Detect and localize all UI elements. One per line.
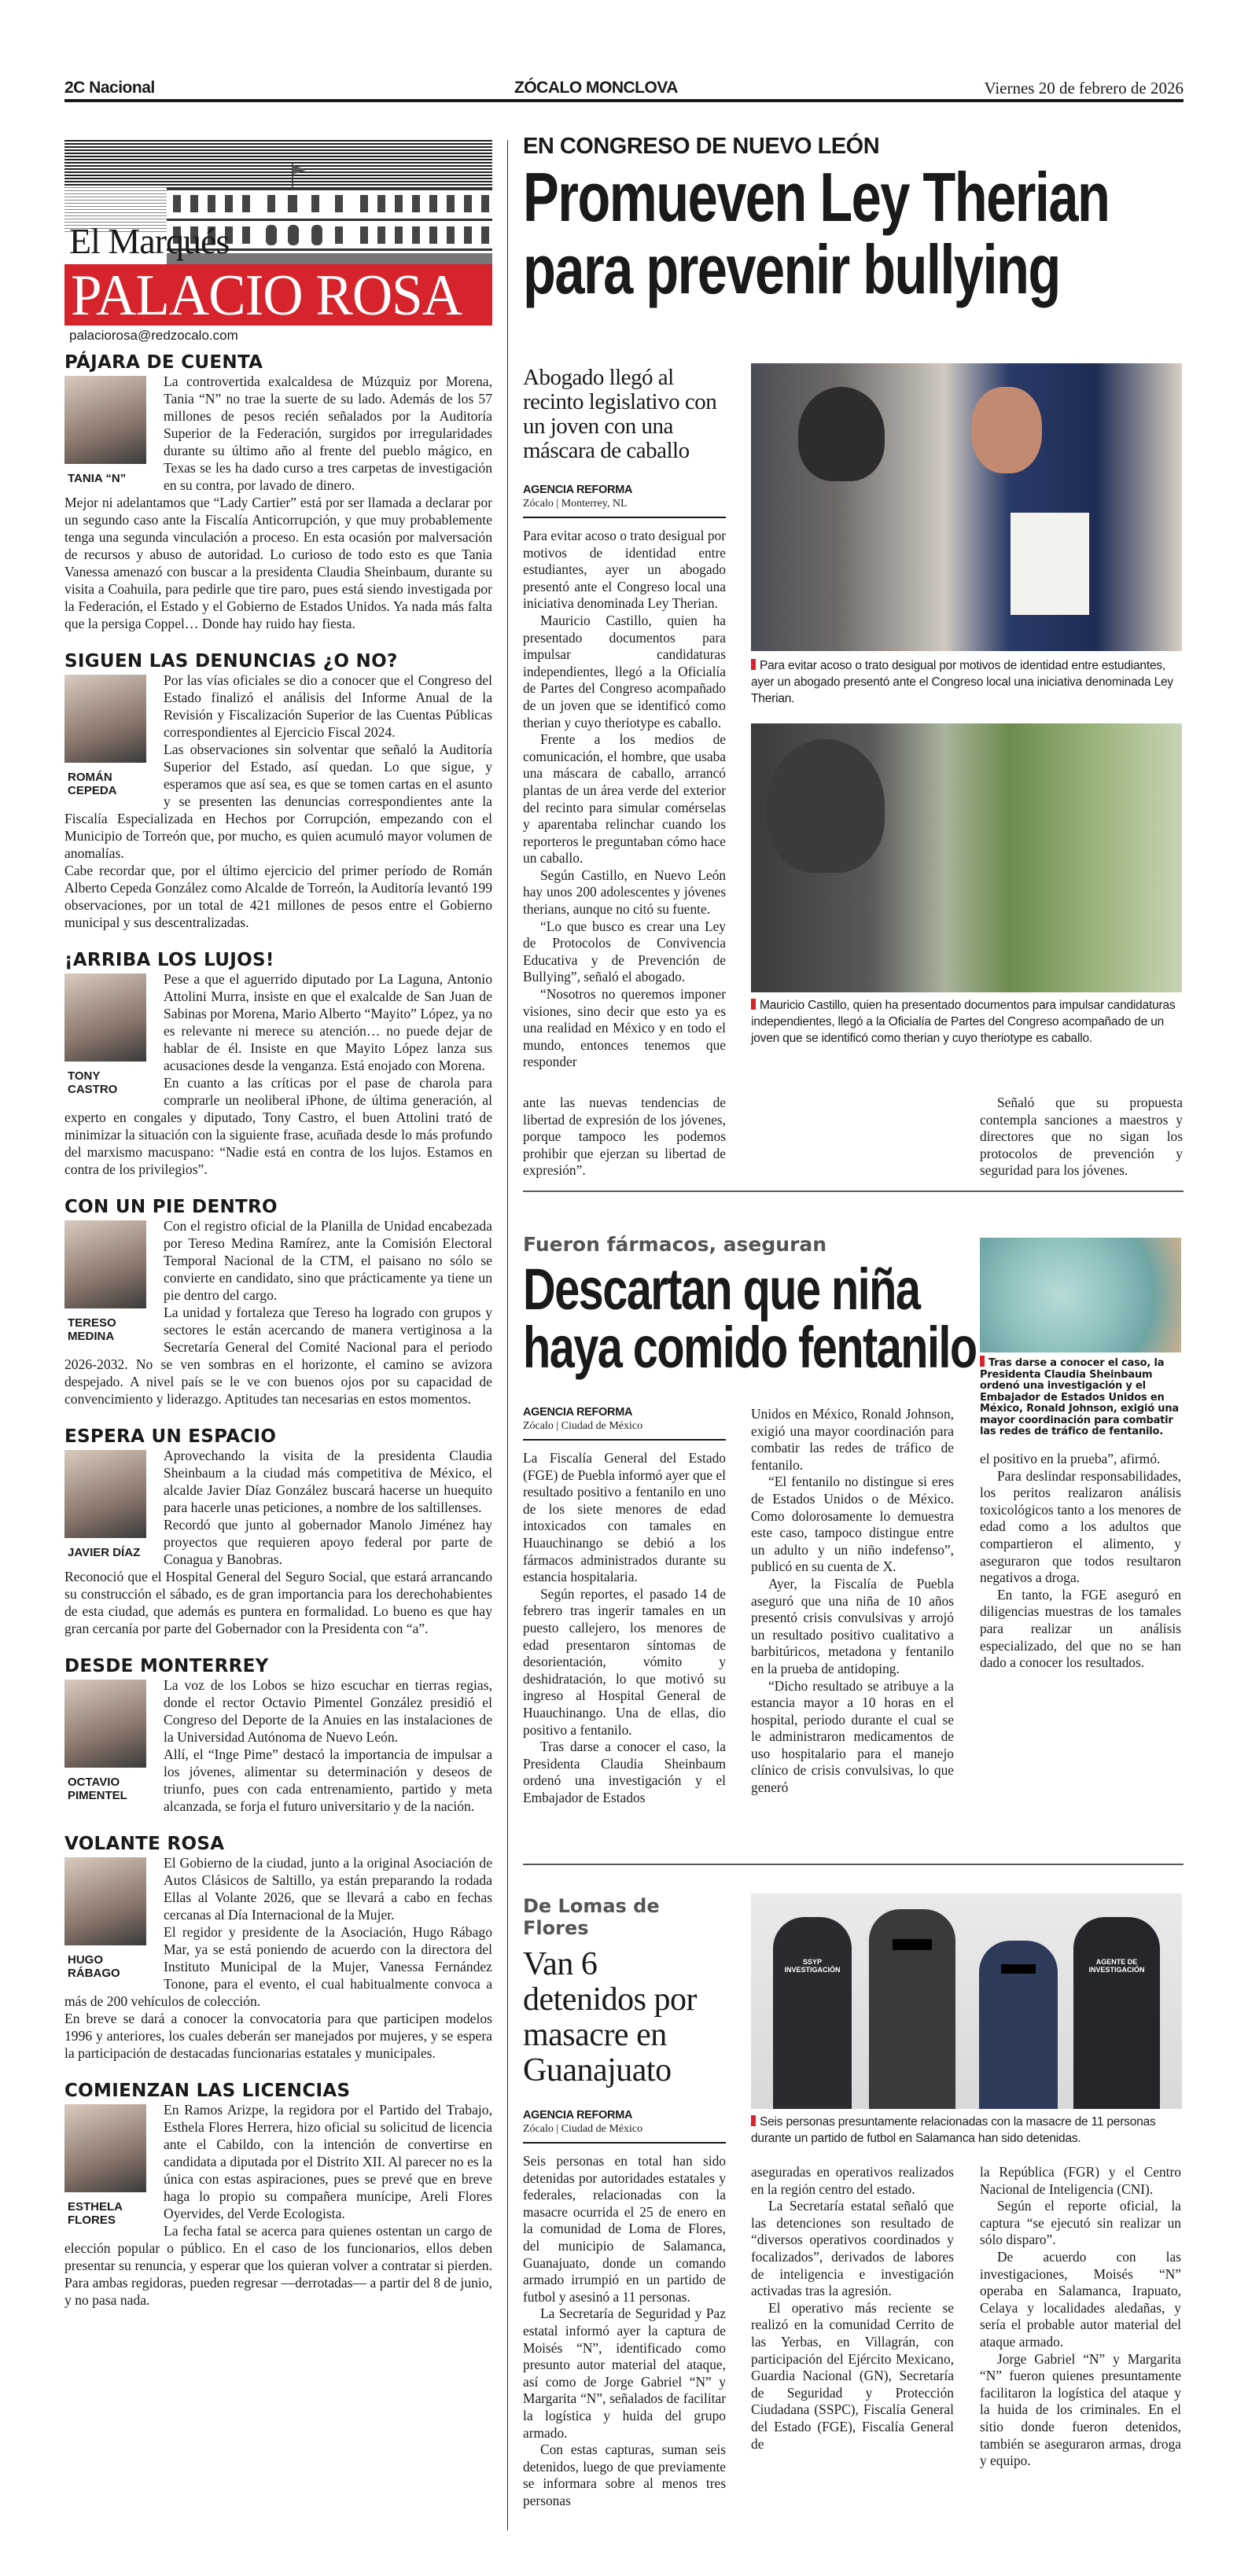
article-paragraph: La Secretaría de Seguridad y Paz estatal informó ayer la captura de Moisés “N”, identificado como presunto autor material del ataque, así como de Jorge Gabriel “N” y Margarita “N”, señalados de facilitar la logística y huida del grupo armado. [523,2306,726,2441]
article-paragraph: Frente a los medios de comunicación, el hombre, que usaba una máscara de caballo, arrancó plantas de un área verde del exterior del recinto para simular comérselas y aparentaba relinchar cuando los reporteros le preguntaban cómo hace un caballo. [523,731,726,867]
photo-caption-1: Para evitar acoso o trato desigual por motivos de identidad entre estudiantes, ayer un abogado presentó ante el Congreso local una iniciativa denominada Ley Therian. [751,659,1173,705]
article-paragraph: “Dicho resultado se atribuye a la estancia mayor a 10 horas en el hospital, periodo durante el cual se le administraron medicamentos de uso hospitalario para el manejo clínico de crisis convulsivas, lo que generó [751,1677,954,1796]
article-paragraph: La Fiscalía General del Estado (FGE) de Puebla informó ayer que el resultado positivo a fentanilo en uno de los siete menores de edad intoxicados con tamales en Huauchinango se debió a los fármacos administrados durante su estancia hospitalaria. [523,1450,726,1585]
mugshot-caption: TONY CASTRO [68,1069,118,1096]
censor-bar [1001,1964,1036,1974]
article-paragraph: “Lo que busco es crear una Ley de Protocolos de Convivencia Educativa y de Prevención de Bullying”, señaló el abogado. [523,918,726,985]
mugshot-photo [64,376,146,464]
column-kicker: El Marqués [69,221,230,261]
column-item-heading: COMIENZAN LAS LICENCIAS [64,2081,351,2101]
article-paragraph: Ayer, la Fiscalía de Puebla aseguró que una niña de 10 años presentó crisis convulsivas y arrojó un resultado positivo cualitativo a barbitúricos, metadona y fentanilo en la prueba de antidoping. [751,1575,954,1676]
column-item-text-3: Reconoció que el Hospital General del Seguro Social, que estará arrancando su construcción el sábado, es de gran importancia para los derechohabientes de esta ciudad, que además es puntera en formalidad. Lo bueno es que hay gran cercanía por parte del Gobernador con la Presidenta con “a”. [64,1569,492,1636]
column-item-heading: VOLANTE ROSA [64,1834,225,1854]
column-item [64,1656,492,1815]
article-fentanilo-col-1 [523,1406,726,1806]
column-divider [507,140,508,2530]
article-paragraph: el positivo en la prueba”, afirmó. [980,1451,1161,1466]
caption-marker [751,659,756,670]
palacio-rosa-column [64,134,492,2309]
mugshot-photo [64,1220,146,1308]
mugshot-photo [64,973,146,1062]
article-paragraph: Jorge Gabriel “N” y Margarita “N” fueron quienes presuntamente facilitaron la logística del ataque y la huida de los criminales. En el sitio donde fueron detenidos, también se aseguraron armas, droga y equipo. [980,2350,1181,2469]
column-item-heading: PÁJARA DE CUENTA [64,352,263,373]
article-masacre-col-2 [751,2164,954,2453]
article-paragraph: “Nosotros no queremos imponer visiones, sino decir que esto ya es una realidad en México y en todo el mundo, entonces tenemos que responder [523,986,726,1070]
photo-caption: Tras darse a conocer el caso, la Presidenta Claudia Sheinbaum ordenó una investigación y el Embajador de Estados Unidos en México, Ronald Johnson, exigió una mayor coordinación para combatir las redes de tráfico de fentanilo. [980,1357,1179,1437]
issue-date: Viernes 20 de febrero de 2026 [984,79,1184,98]
column-item-text-2: La fecha fatal se acerca para quienes ostentan un cargo de elección popular o público. En el caso de los funcionarios, ellos deben presentar su renuncia, y esperar que los quieran volver a contratar si pierden. Para ambas regidoras, pueden regresar —derrotadas— a partir del 8 de junio, y no pasa nada. [64,2223,492,2308]
column-item-text: Pese a que el aguerrido diputado por La Laguna, Antonio Attolini Murra, insiste en que el exalcalde de San Juan de Sabinas por Morena, Mario Alberto “Mayito” López, ya no es relevante ni merece su atención… no puede dejar de hablar de él. Insiste en que Mayito López lanza sus acusaciones desde la venganza. Está enojado con Morena. [164,971,492,1073]
column-item-text: La voz de los Lobos se hizo escuchar en tierras regias, donde el rector Octavio Pimentel González presidió el Congreso del Deporte de la Anuies en las instalaciones de la Universidad Autónoma de Nuevo León. [164,1677,492,1745]
column-item-text-2: La unidad y fortaleza que Tereso ha logrado con grupos y sectores le están acercando de manera vertiginosa a la Secretaría General del Comité Nacional para el periodo 2026-2032. No se ven sombras en el horizonte, el camino se avizora despejado. A nivel país se le ve con buenos ojos por su capacidad de convencimiento y liderazgo. Aptitudes tan necesarias en estos momentos. [64,1305,492,1407]
mugshot-photo [64,1857,146,1945]
article-body [523,528,726,1071]
mugshot-photo [64,675,146,763]
article-masacre [523,1895,726,2509]
article-headline: Van 6 detenidos por masacre en Guanajuato [523,1946,697,2088]
article-paragraph: “El fentanilo no distingue si eres de Estados Unidos o de México. Como dolorosamente lo demuestra este caso, tampoco distingue entre un adulto y un niño indefenso”, publicó en su cuenta de X. [751,1474,954,1575]
article-headline-line-2: haya comido fentanilo [523,1314,977,1380]
column-item-text: El Gobierno de la ciudad, junto a la original Asociación de Autos Clásicos de Saltillo, ya están preparando la rodada Ellas al Volante 2026, que se llevará a cabo en fechas cercanas al Día Internacional de la Mujer. [164,1855,492,1923]
article-paragraph: Según reportes, el pasado 14 de febrero tras ingerir tamales en un puesto callejero, los menores de edad presentaron síntomas de desorientación, vómito y deshidratación, lo que motivó su ingreso al Hospital General de Huauchinango. Una de ellas, dio positivo a fentanilo. [523,1585,726,1738]
column-item-text-2: Mejor ni adelantamos que “Lady Cartier” está por ser llamada a declarar por un segundo caso ante la Fiscalía Anticorrupción, y que muy probablemente tenga una segunda vinculación a proceso. En esta ocasión por malversación de recursos y abuso de autoridad. Lo curioso de todo esto es que Tania Vanessa amenazó con buscar a la presidenta Claudia Sheinbaum, durante su visita a Coahuila, para pedirle que tire paro, pues está siendo investigada por la Federación, el Estado y el Gobierno de Estados Unidos. Ya nada más falta que la persiga Coppel… Donde hay ruido hay fiesta. [64,495,492,631]
mugshot [64,2104,151,2227]
mugshot-caption: TERESO MEDINA [68,1316,116,1343]
article-agency: AGENCIA REFORMA [523,2109,633,2122]
article-agency: AGENCIA REFORMA [523,484,633,496]
column-item-text: Por las vías oficiales se dio a conocer que el Congreso del Estado finalizó el análisis del Informe Anual de la Revisión y Fiscalización Superior de las Cuentas Públicas correspondientes al Ejercicio Fiscal 2024. [164,672,492,740]
article-dateline: Zócalo | Ciudad de México [523,2123,726,2144]
article-headline-line-2: para prevenir bullying [523,230,1060,309]
column-item-heading: ¡ARRIBA LOS LUJOS! [64,950,274,970]
article-paragraph: la República (FGR) y el Centro Nacional de Inteligencia (CNI). [980,2164,1181,2197]
agent-figure: AGENTE DE INVESTIGACIÓN [1073,1917,1160,2109]
mugshot-photo [64,2104,146,2192]
horse-mask-icon [767,739,885,873]
column-banner [64,134,492,343]
article-kicker: De Lomas de Flores [523,1895,660,1939]
lawyer-face [971,387,1042,473]
column-item-text-2: Allí, el “Inge Pime” destacó la importancia de impulsar a los jóvenes, alimentar su determinación y deseos de triunfo, pues con cada entrenamiento, partido y meta alcanzada, se forja el futuro universitario y de la nación. [164,1746,492,1814]
column-item [64,352,492,632]
article-fentanilo-col-3 [980,1451,1181,1672]
column-email-link[interactable]: palaciorosa@redzocalo.com [69,328,238,343]
article-body-col-4: Señaló que su propuesta contempla sanciones a maestros y directores que no sigan los protocolos de prevención y seguridad para los jóvenes. [980,1095,1183,1179]
mugshot-caption: JAVIER DÍAZ [68,1546,141,1559]
mugshot [64,1857,151,1980]
article-paragraph: Tras darse a conocer el caso, la Presidenta Claudia Sheinbaum ordenó una investigación y el Embajador de Estados [523,1739,726,1805]
article-dateline: Zócalo | Ciudad de México [523,1420,726,1441]
column-item-text: En Ramos Arizpe, la regidora por el Partido del Trabajo, Esthela Flores Herrera, hizo oficial su solicitud de licencia ante el Cabildo, con la intención de convertirse en candidata a diputada por el Distrito XII. Al parecer no es la única con estas aspiraciones, pues se prevé que en breve haga lo propio su compañera munícipe, Areli Flores Oyervides, del Verde Ecologista. [164,2102,492,2221]
article-dateline: Zócalo | Monterrey, NL [523,498,726,518]
column-item [64,2081,492,2309]
article-paragraph: Unidos en México, Ronald Johnson, exigió una mayor coordinación para combatir las redes de tráfico de fentanilo. [751,1406,954,1473]
article-headline-line-1: Descartan que niña [523,1257,920,1322]
mugshot-caption: ESTHELA FLORES [68,2200,123,2227]
column-item-text-3: Cabe recordar que, por el último ejercicio del primer período de Román Alberto Cepeda González como Alcalde de Torreón, la Auditoría levantó 199 observaciones, por un total de 421 millones de pesos entre el Gobierno municipal y sus descentralizadas. [64,863,492,930]
column-item-text: La controvertida exalcaldesa de Múzquiz por Morena, Tania “N” no trae la suerte de su lado. Además de los 57 millones de pesos recién señalados por la Auditoría Superior de la Federación, surgidos por irregularidades durante su último año al frente del pueblo mágico, en Texas se les ha dado curso a tres carpetas de investigación en su contra, por lavado de dinero. [164,374,492,493]
article-paragraph: Para deslindar responsabilidades, los peritos realizaron análisis toxicológicos tanto a los menores de edad como a los adultos que compartieron el alimento, y aseguraron que todos resultaron negativos a droga. [980,1467,1181,1586]
article-agency: AGENCIA REFORMA [523,1406,633,1419]
detainee-figure [979,1941,1058,2109]
column-item-text-3: En breve se dará a conocer la convocatoria para que participen modelos 1996 y anteriores, los cuales deberán ser manejados por mujeres, y se espera la participación de destacadas funcionarias estatales y municipales. [64,2011,492,2061]
column-item-heading: SIGUEN LAS DENUNCIAS ¿O NO? [64,651,398,672]
article-paragraph: Según Castillo, en Nuevo León hay unos 200 adolescentes y jóvenes therians, aunque no citó su fuente. [523,867,726,918]
article-fentanilo-col-2 [751,1406,954,1797]
article-paragraph: Seis personas en total han sido detenidas por autoridades estatales y federales, relacionadas con la masacre ocurrida el 25 de enero en la comunidad de Loma de Flores, del municipio de Salamanca, Guanajuato, donde un comando armado irrumpió en un partido de futbol y asesinó a 11 personas. [523,2153,726,2305]
article-paragraph: De acuerdo con las investigaciones, Moisés “N” operaba en Salamanca, Irapuato, Celaya y localidades aledañas, y sería el probable autor material del ataque armado. [980,2248,1181,2350]
column-item-heading: DESDE MONTERREY [64,1656,269,1676]
newspaper-name: ZÓCALO MONCLOVA [514,79,678,97]
article-paragraph: aseguradas en operativos realizados en la región centro del estado. [751,2164,954,2197]
column-item-text: Aprovechando la visita de la presidenta Claudia Sheinbaum a la ciudad más competitiva de México, el alcalde Javier Díaz González buscará hacerse un huequito para hacerle unas peticiones, a nombre de los saltillenses. [164,1448,492,1515]
mugshot [64,1450,151,1559]
mugshot-caption: TANIA “N” [68,472,127,485]
mugshot [64,973,151,1096]
article-deck: Abogado llegó al recinto legislativo con un joven con una máscara de caballo [523,365,717,463]
article-ley-therian [523,134,1184,307]
column-item-heading: CON UN PIE DENTRO [64,1197,278,1217]
lawyer-horse-mask-photo [751,363,1182,651]
article-headline-line-1: Promueven Ley Therian [523,158,1110,236]
article-ley-therian-sidebar [523,366,726,1071]
column-item [64,1197,492,1408]
article-masacre-col-3 [980,2164,1181,2470]
column-item-text-2: En cuanto a las críticas por el pase de charola para comprarle un neoliberal iPhone, de última generación, al experto en congales y diputado, Tony Castro, el buen Attolini trató de minimizar la situación con la siguiente frase, acuñada desde lo más profundo del marxismo macuspano: “Nadie está en contra de los lujos. Estamos en contra de los privilegios”. [64,1075,492,1177]
censor-bar [893,1939,932,1950]
detainee-figure [869,1909,955,2109]
article-paragraph: Para evitar acoso o trato desigual por motivos de identidad entre estudiantes, ayer un abogado presentó ante el Congreso local una iniciativa denominada Ley Therian. [523,528,726,612]
column-item [64,1426,492,1637]
column-item-text-2: El regidor y presidente de la Asociación, Hugo Rábago Mar, ya se está poniendo de acuerdo con la directora del Instituto Municipal de la Mujer, Vanessa Fernández Tonone, para el evento, el cual habitualmente convoca a más de 200 vehículos de colección. [64,1924,492,2009]
article-divider [523,1190,1184,1192]
column-item [64,950,492,1178]
column-item-text-2: Las observaciones sin solventar que señaló la Auditoría Superior del Estado, así quedan. Lo que sigue, y esperamos que así sea, es que se tomen cartas en el asunto y se presenten las denuncias correspondientes ante la Fiscalía Especializada en Hechos por Corrupción, empezando con el Municipio de Torreón que, por mucho, es quien acumuló mayor volumen de anomalías. [64,742,492,861]
document-sheet [1011,513,1089,615]
article-paragraph: La Secretaría estatal señaló que las detenciones son resultado de “diversos operativos coordinados y focalizados”, derivados de labores de inteligencia e investigación activadas tras la agresión. [751,2198,954,2299]
section-label: 2C Nacional [64,79,155,97]
fentanyl-pills-photo [980,1238,1181,1352]
detainees-photo [751,1893,1182,2109]
page-masthead [64,77,1184,102]
mugshot-photo [64,1450,146,1538]
article-paragraph: En tanto, la FGE aseguró en diligencias muestras de los tamales para realizar un análisis especializado, del que no se han dado a conocer los resultados. [980,1586,1181,1671]
column-item [64,1834,492,2062]
mugshot [64,1220,151,1343]
mugshot [64,376,151,485]
article-paragraph: Mauricio Castillo, quien ha presentado documentos para impulsar candidaturas independientes, llegó a la Oficialía de Partes del Congreso acompañado de un joven que se identificó como therian y cuyo theriotype es caballo. [523,612,726,730]
column-item-text-2: Recordó que junto al gobernador Manolo Jiménez hay proyectos que requieren apoyo federal por parte de Conagua y Banobras. [164,1517,492,1567]
horse-mask-plants-photo [751,723,1182,992]
column-title-bar [64,264,492,326]
article-kicker: EN CONGRESO DE NUEVO LEÓN [523,134,880,159]
article-paragraph: Según el reporte oficial, la captura “se ejecutó sin realizar un sólo disparo”. [980,2198,1181,2248]
article-body-col-2: ante las nuevas tendencias de libertad de expresión de los jóvenes, porque tampoco les podemos prohibir que ejerzan su libertad de expresión”. [523,1095,726,1179]
caption-marker [751,2115,756,2126]
mugshot [64,1680,151,1802]
mugshot [64,675,151,797]
column-title: PALACIO ROSA [71,263,462,328]
agent-figure: SSYP INVESTIGACIÓN [773,1917,852,2109]
mugshot-caption: ROMÁN CEPEDA [68,771,117,797]
caption-marker [751,999,756,1010]
article-kicker: Fueron fármacos, aseguran [523,1233,827,1256]
caption-marker [980,1356,985,1367]
photo-caption-2: Mauricio Castillo, quien ha presentado documentos para impulsar candidaturas independientes, llegó a la Oficialía de Partes del Congreso acompañado de un joven que se identificó como therian y cuyo theriotype es caballo. [751,999,1176,1045]
article-paragraph: Con estas capturas, suman seis detenidos, luego de que previamente se informara sobre al menos tres personas [523,2442,726,2508]
mugshot-photo [64,1680,146,1768]
article-paragraph: El operativo más reciente se realizó en la comunidad Cerrito de las Yerbas, en Villagrán, con participación del Ejército Mexicano, Guardia Nacional (GN), Secretaría de Seguridad y Protección Ciudadana (SSPC), Fiscalía General del Estado (FGE), Fiscalía General de [751,2299,954,2452]
horse-mask-icon [798,387,885,481]
column-item [64,651,492,931]
column-item-text: Con el registro oficial de la Planilla de Unidad encabezada por Tereso Medina Ramírez, ante la Comisión Electoral Temporal Nacional de la CTM, el paisano no sólo se convierte en candidato, sino que prácticamente ya tiene un pie dentro del cargo. [164,1218,492,1303]
column-item-heading: ESPERA UN ESPACIO [64,1426,277,1447]
article-divider [523,1864,1184,1865]
mugshot-caption: OCTAVIO PIMENTEL [68,1776,127,1802]
article-fentanilo [523,1233,995,1378]
mugshot-caption: HUGO RÁBAGO [68,1953,120,1980]
photo-caption: Seis personas presuntamente relacionadas con la masacre de 11 personas durante un partido de futbol en Salamanca han sido detenidas. [751,2115,1156,2145]
